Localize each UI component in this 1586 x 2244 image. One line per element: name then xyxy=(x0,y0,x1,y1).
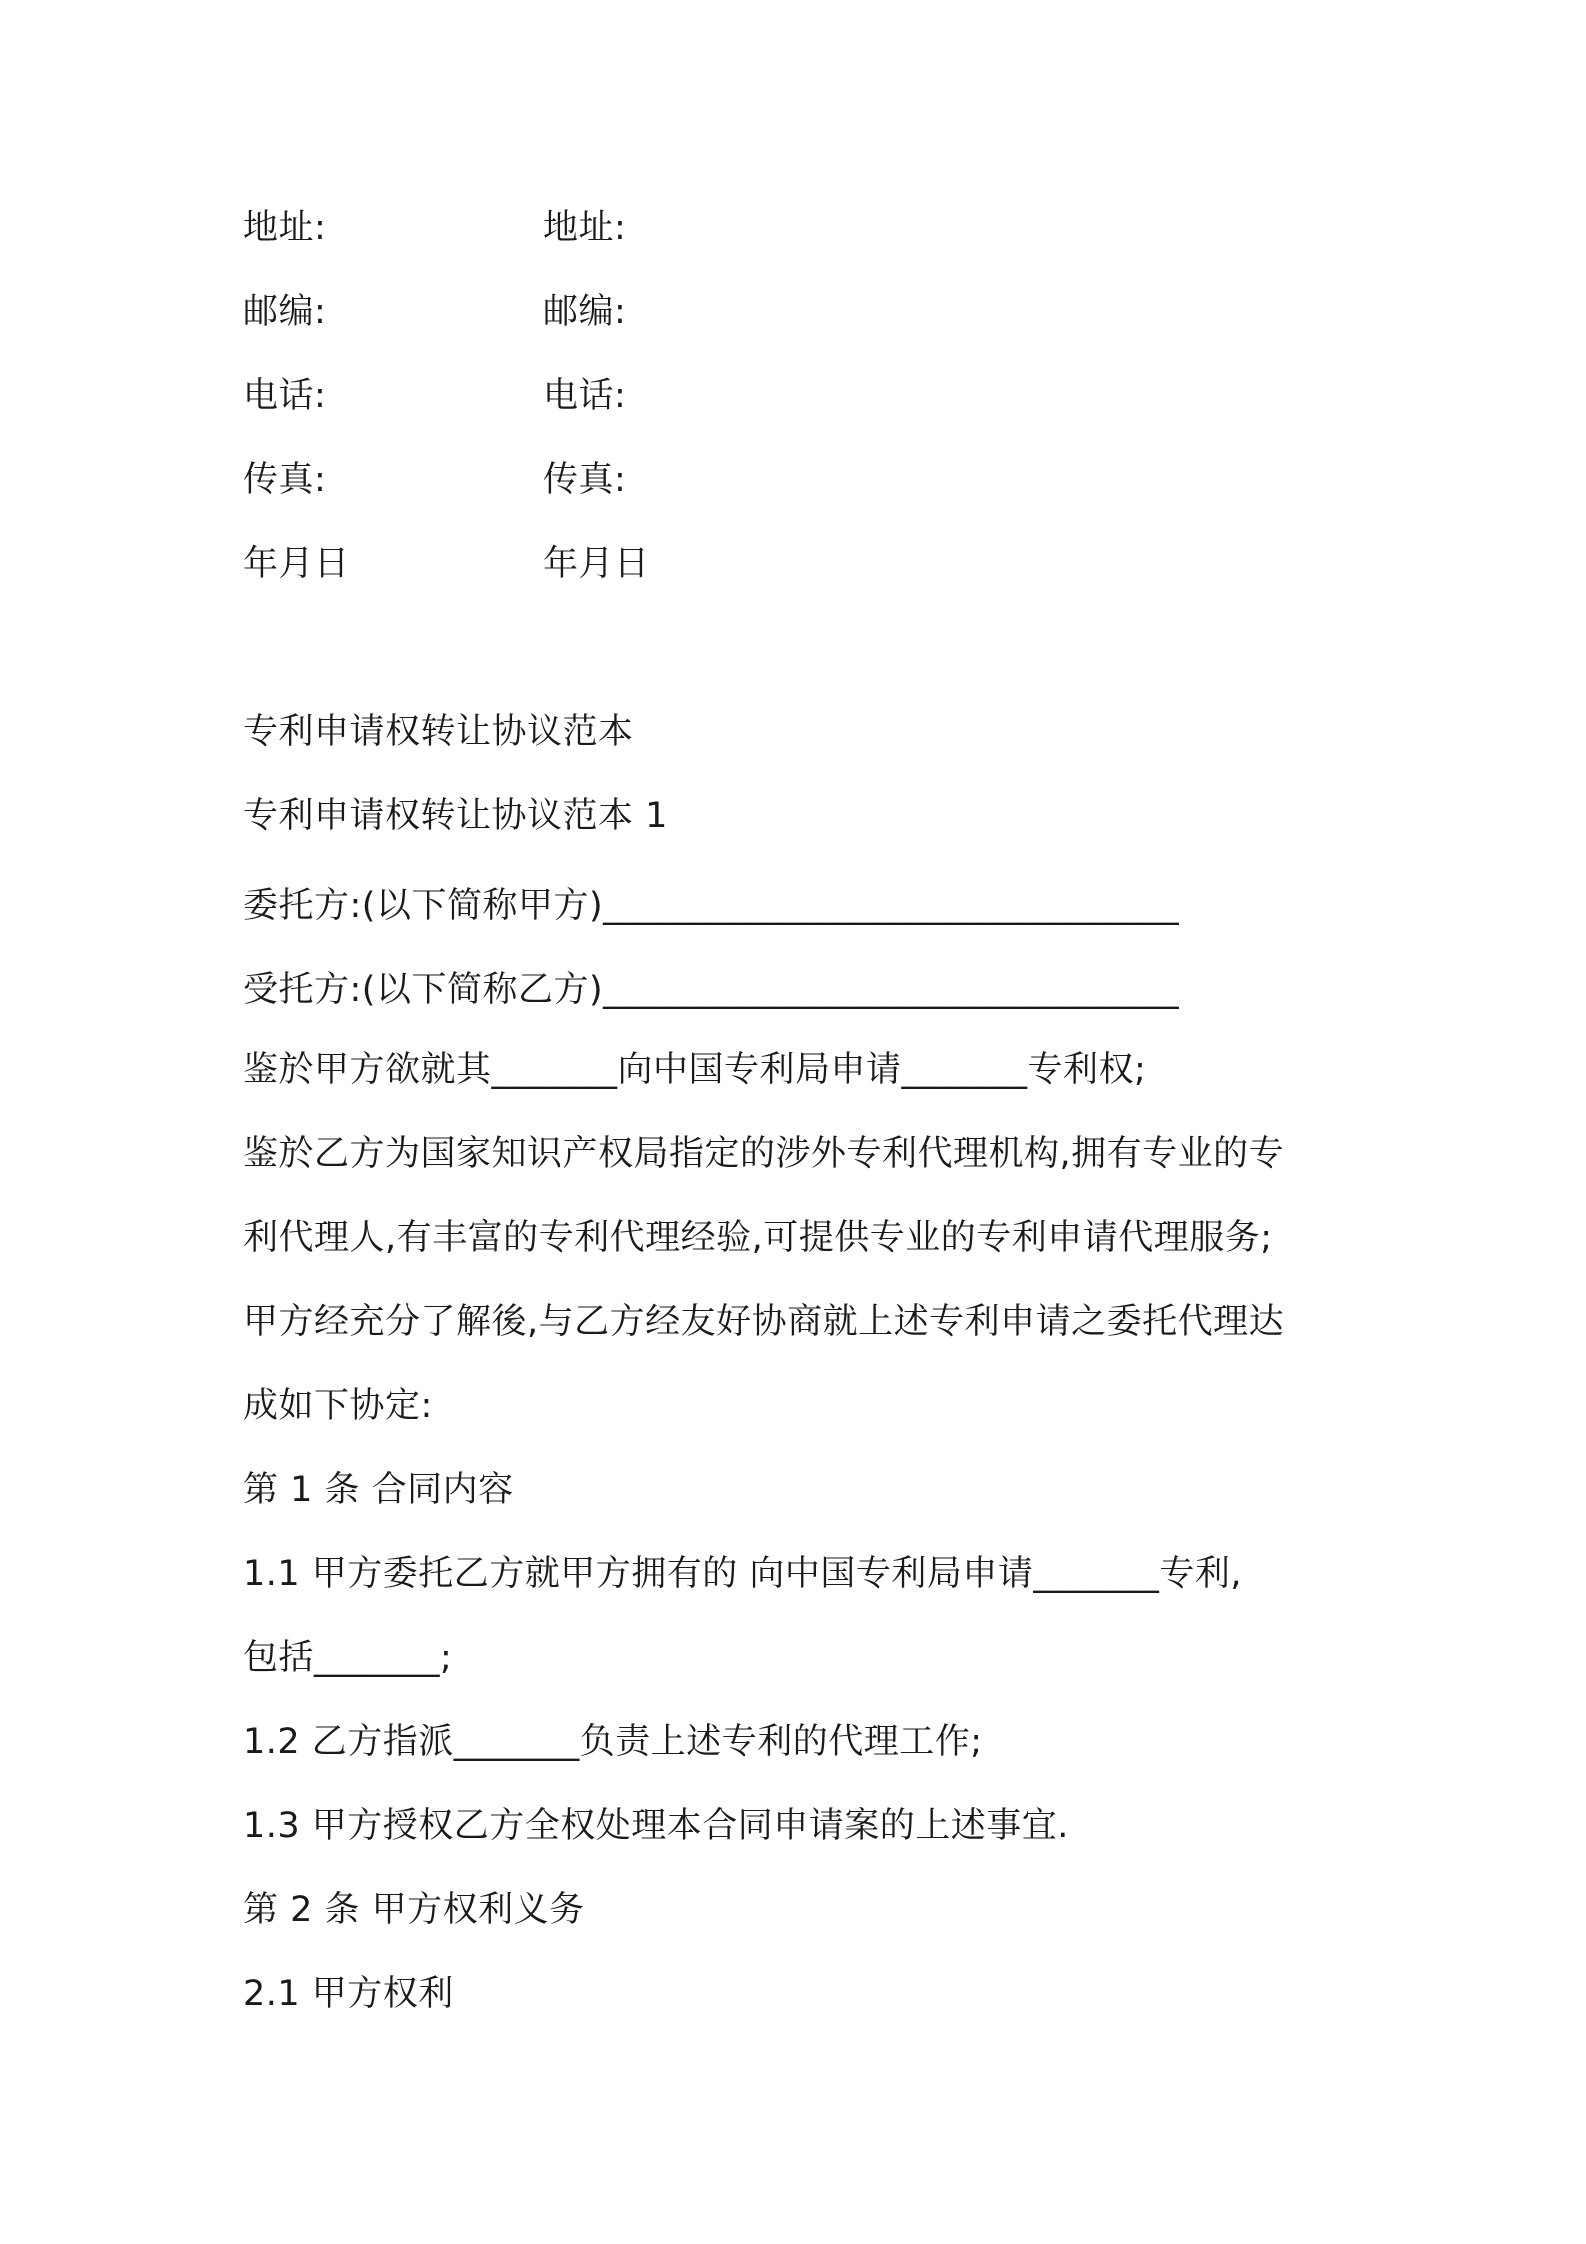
party-b-date-label: 年月日 xyxy=(543,544,650,584)
article-heading: 第 1 条 合同内容 xyxy=(243,1470,514,1510)
party-b-address-label: 地址: xyxy=(543,208,627,248)
agent-party-line: 受托方:(以下简称乙方)________________________________ xyxy=(243,970,1180,1010)
clause-line: 1.2 乙方指派_______负责上述专利的代理工作; xyxy=(243,1722,983,1762)
party-b-phone-label: 电话: xyxy=(543,376,627,416)
party-a-date-label: 年月日 xyxy=(243,544,350,584)
party-a-fax-label: 传真: xyxy=(243,460,327,500)
recital-line: 成如下协定: xyxy=(243,1386,433,1426)
recital-line: 利代理人,有丰富的专利代理经验,可提供专业的专利申请代理服务; xyxy=(243,1218,1273,1258)
clause-line: 1.3 甲方授权乙方全权处理本合同申请案的上述事宜. xyxy=(243,1806,1069,1846)
recital-line: 鉴於乙方为国家知识产权局指定的涉外专利代理机构,拥有专业的专 xyxy=(243,1134,1285,1174)
clause-line: 2.1 甲方权利 xyxy=(243,1974,454,2014)
recital-line: 鉴於甲方欲就其_______向中国专利局申请_______专利权; xyxy=(243,1050,1147,1090)
party-a-address-label: 地址: xyxy=(243,208,327,248)
clause-line: 包括_______; xyxy=(243,1638,453,1678)
party-b-postcode-label: 邮编: xyxy=(543,292,627,332)
party-a-postcode-label: 邮编: xyxy=(243,292,327,332)
client-party-line: 委托方:(以下简称甲方)________________________________ xyxy=(243,886,1180,926)
recital-line: 甲方经充分了解後,与乙方经友好协商就上述专利申请之委托代理达 xyxy=(243,1302,1285,1342)
party-a-phone-label: 电话: xyxy=(243,376,327,416)
party-b-fax-label: 传真: xyxy=(543,460,627,500)
clause-line: 1.1 甲方委托乙方就甲方拥有的 向中国专利局申请_______专利, xyxy=(243,1554,1243,1594)
document-subtitle: 专利申请权转让协议范本 1 xyxy=(243,796,668,836)
document-title: 专利申请权转让协议范本 xyxy=(243,712,634,752)
article-heading: 第 2 条 甲方权利义务 xyxy=(243,1890,585,1930)
